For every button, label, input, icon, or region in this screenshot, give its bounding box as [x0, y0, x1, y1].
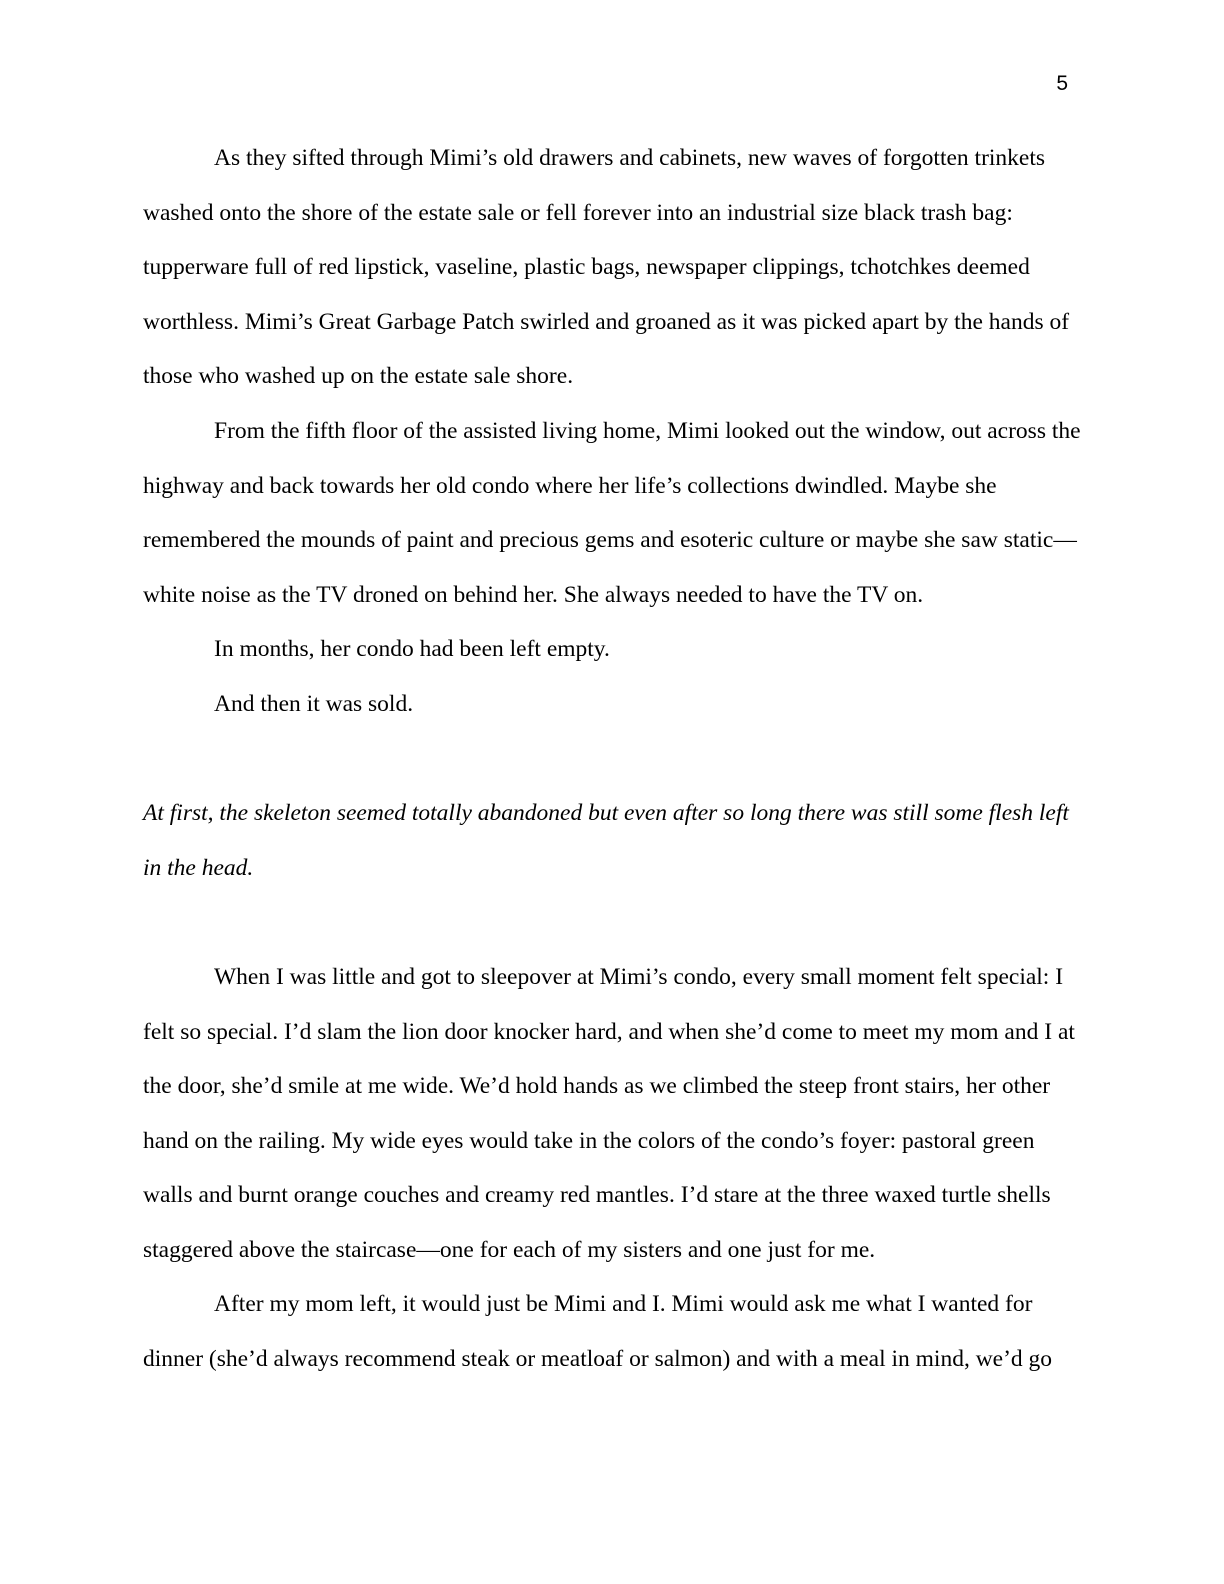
body-text: [143, 131, 1083, 1387]
paragraph-dinner: After my mom left, it would just be Mimi and I. Mimi would ask me what I wanted for dinner (she’d always recommend steak or meatloaf or salmon) and with a meal in mind, we’d go: [143, 1291, 1053, 1373]
paragraph-assisted-living: From the fifth floor of the assisted living home, Mimi looked out the window, out across the highway and back towards her old condo where her life’s collections dwindled. Maybe she remembered the mounds of paint and precious gems and esoteric culture or maybe she saw static—white noise as the TV droned on behind her. She always needed to have the TV on.: [143, 417, 1081, 608]
section-break: [143, 732, 1083, 787]
italic-interlude: At first, the skeleton seemed totally abandoned but even after so long there was still some flesh left in the head.: [143, 800, 1069, 881]
paragraph-estate-sale: As they sifted through Mimi’s old drawers and cabinets, new waves of forgotten trinkets washed onto the shore of the estate sale or fell forever into an industrial size black trash bag: tupperware full of red lipstick, vaseline, plastic bags, newspaper clippings, tchotchkes deemed worthless. Mimi’s Great Garbage Patch swirled and groaned as it was picked apart by the hands of those who washed up on the estate sale shore.: [143, 145, 1070, 390]
page-number: 5: [1056, 72, 1068, 95]
paragraph-condo-sold: And then it was sold.: [214, 690, 414, 717]
paragraph-sleepover: When I was little and got to sleepover at Mimi’s condo, every small moment felt special: I felt so special. I’d slam the lion door knocker hard, and when she’d come to meet my mom and I at the door, she’d smile at me wide. We’d hold hands as we climbed the steep front stairs, her other hand on the railing. My wide eyes would take in the colors of the condo’s foyer: pastoral green walls and burnt orange couches and creamy red mantles. I’d stare at the three waxed turtle shells staggered above the staircase—one for each of my sisters and one just for me.: [143, 963, 1075, 1263]
section-break: [143, 895, 1083, 950]
paragraph-condo-empty: In months, her condo had been left empty.: [214, 636, 610, 663]
